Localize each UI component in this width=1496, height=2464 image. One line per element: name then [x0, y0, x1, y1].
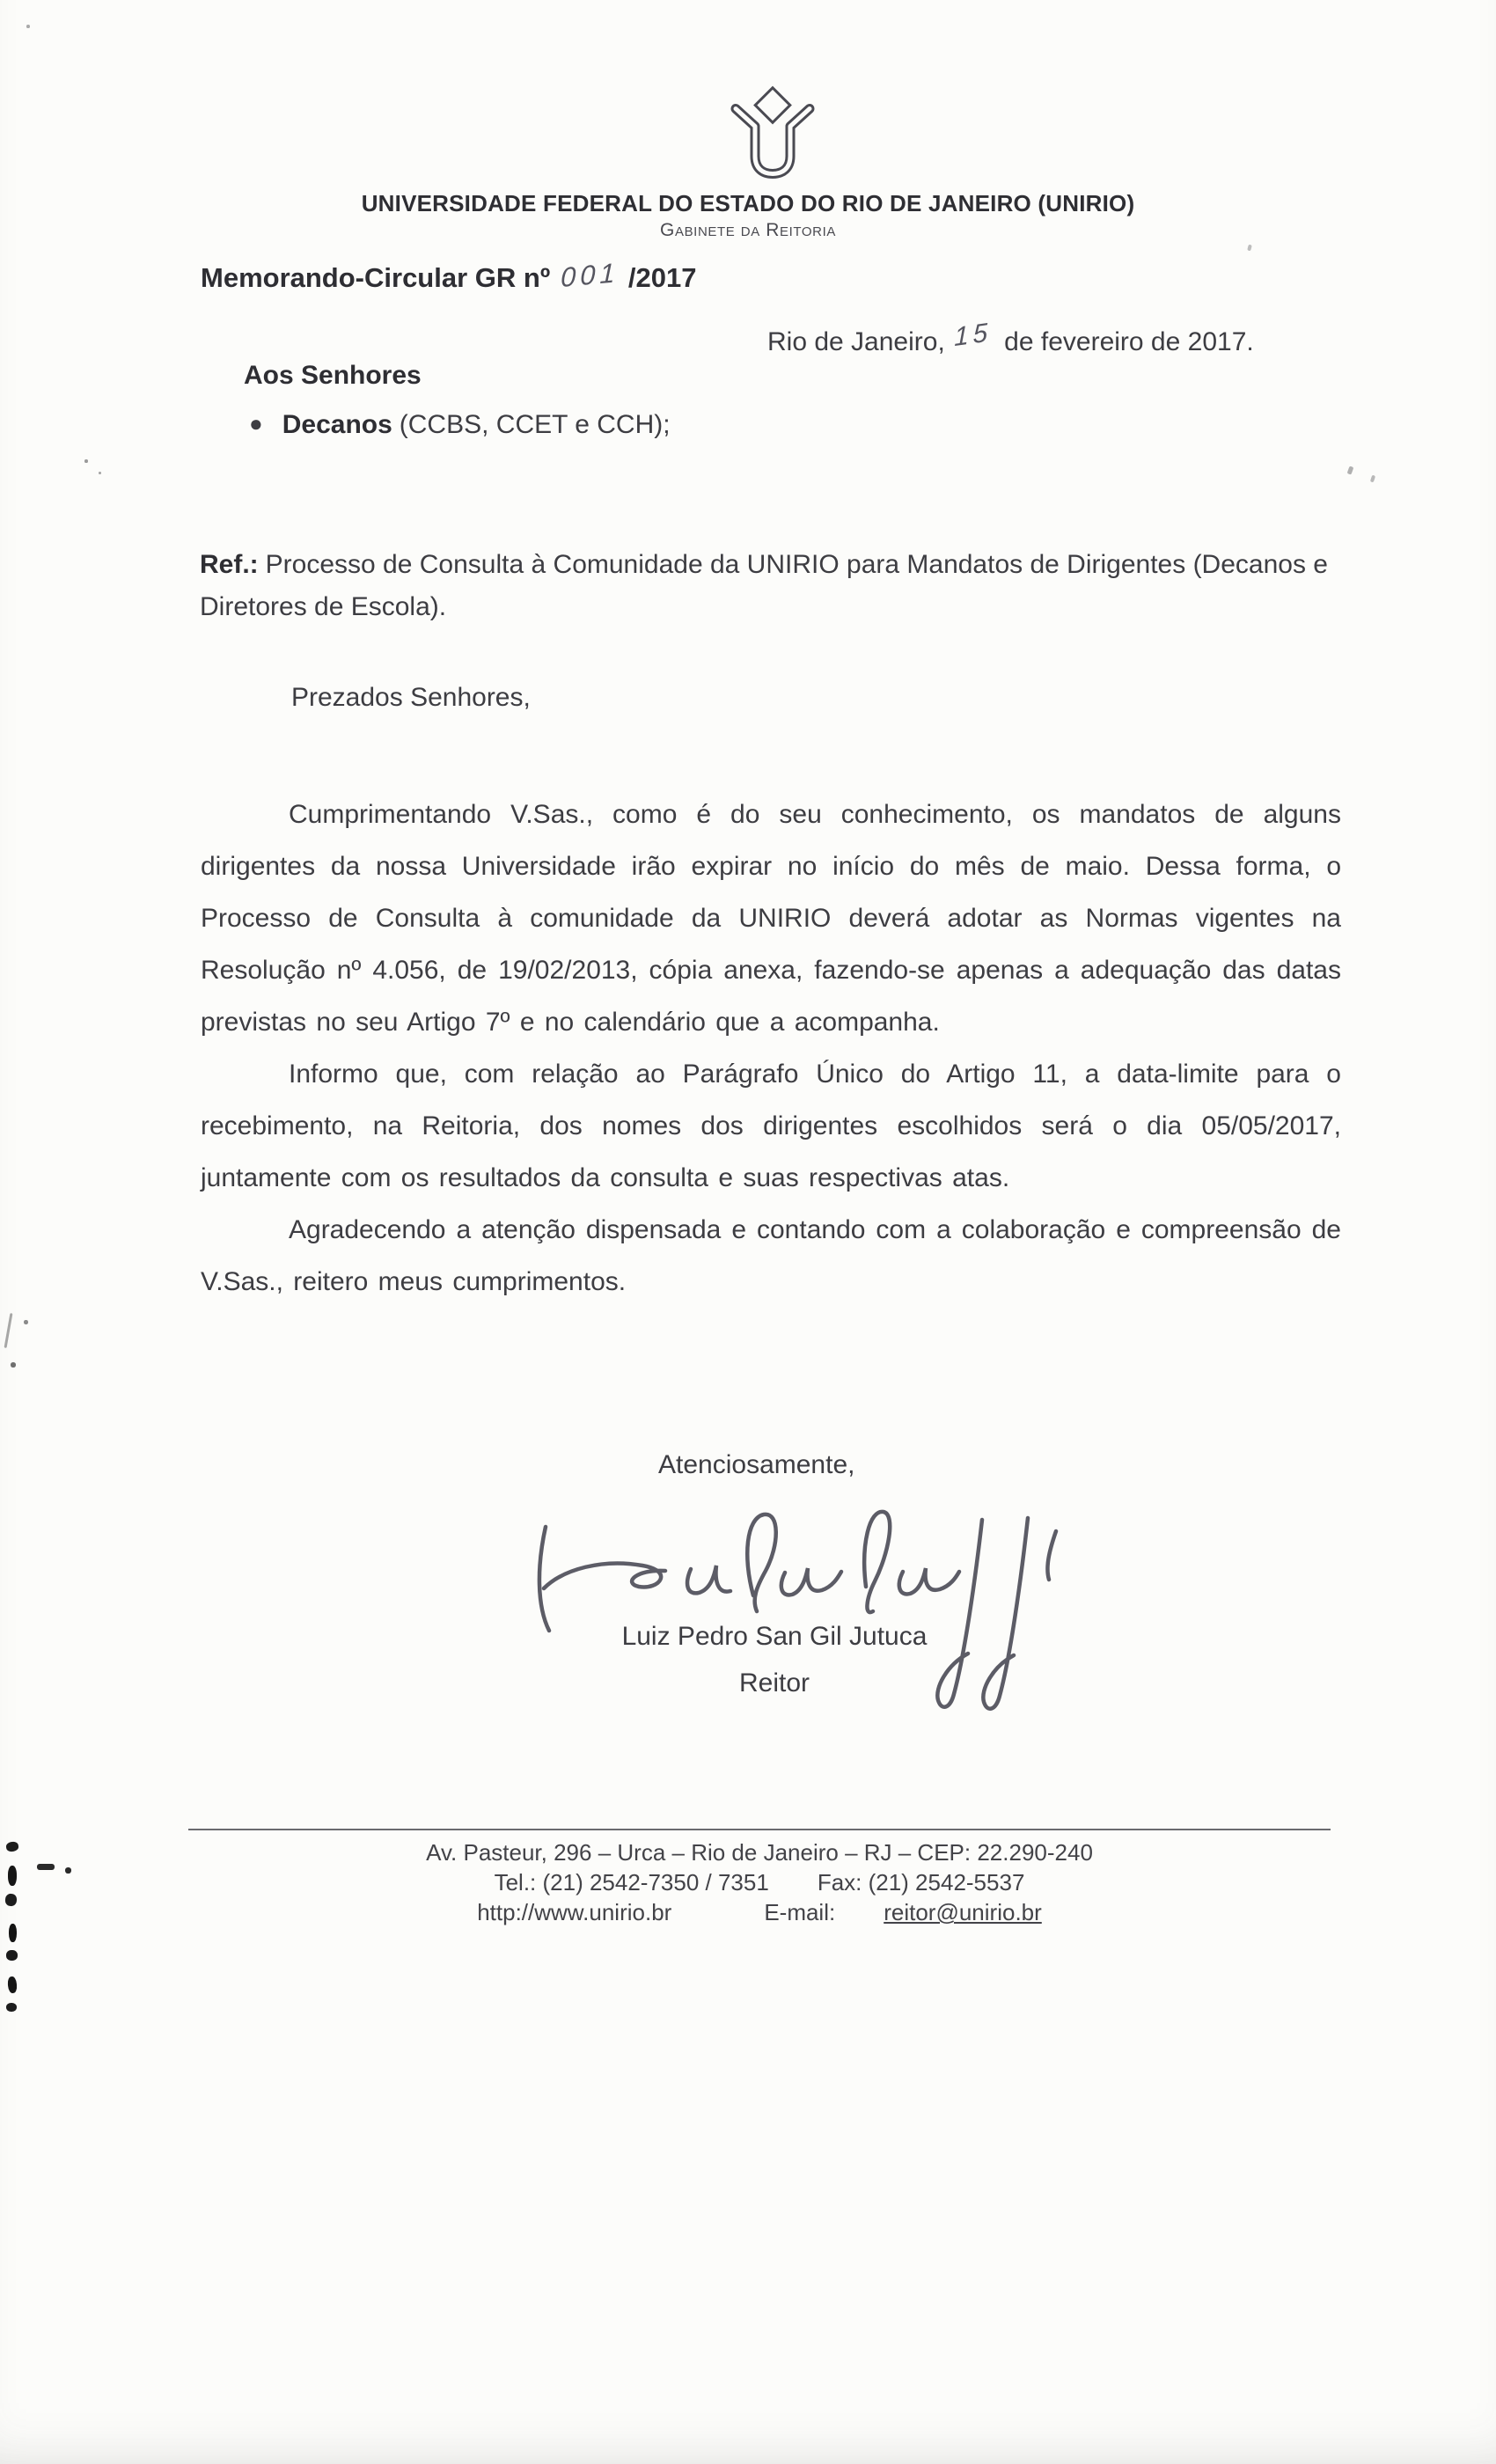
footer-phone: Tel.: (21) 2542-7350 / 7351 [494, 1869, 769, 1896]
recipient-item [249, 410, 671, 440]
dateline [767, 317, 1254, 357]
recipient-detail: (CCBS, CCET e CCH); [399, 410, 671, 439]
footer-email: reitor@unirio.br [884, 1899, 1042, 1925]
university-name: UNIVERSIDADE FEDERAL DO ESTADO DO RIO DE JANEIRO (UNIRIO) [361, 190, 1135, 216]
body-paragraph-1: Cumprimentando V.Sas., como é do seu conhecimento, os mandatos de alguns dirigentes da nossa Universidade irão expirar no início do mês de maio. Dessa forma, o Processo de Consulta à comunidade da UNIRIO deverá adotar as Normas vigentes na Resolução nº 4.056, de 19/02/2013, cópia anexa, fazendo-se apenas a adequação das datas previstas no seu Artigo 7º e no calendário que a acompanha. [201, 800, 1341, 1037]
dateline-rest: de fevereiro de 2017. [1004, 327, 1254, 356]
bullet-icon: ● [249, 410, 263, 436]
memo-number-line [201, 256, 697, 294]
footer-fax: Fax: (21) 2542-5537 [817, 1869, 1025, 1896]
unirio-logo-icon [715, 84, 831, 188]
body-paragraph-2: Informo que, com relação ao Parágrafo Único do Artigo 11, a data-limite para o recebimento, na Reitoria, dos nomes dos dirigentes escolhidos será o dia 05/05/2017, juntamente com os resultados da consulta e suas respectivas atas. [201, 1060, 1341, 1192]
scan-artifact [26, 25, 30, 28]
scan-artifact [99, 472, 101, 474]
scan-artifact [5, 1841, 18, 1852]
valediction: Atenciosamente, [658, 1450, 855, 1479]
salutation: Prezados Senhores, [291, 683, 531, 712]
scan-artifact [4, 1893, 17, 1906]
scan-artifact [1347, 466, 1354, 474]
memo-prefix: Memorando-Circular GR nº [201, 262, 551, 293]
scan-artifact [24, 1320, 28, 1324]
memo-suffix: /2017 [627, 262, 697, 293]
memo-number-handwritten: 001 [560, 256, 620, 293]
body-paragraph-3: Agradecendo a atenção dispensada e contando com a colaboração e compreensão de V.Sas., reitero meus cumprimentos. [201, 1215, 1341, 1296]
footer-address: Av. Pasteur, 296 – Urca – Rio de Janeiro – RJ – CEP: 22.290-240 [426, 1839, 1093, 1866]
footer-email-label: E-mail: [764, 1899, 836, 1925]
scan-artifact [84, 459, 88, 463]
reference-text: Processo de Consulta à Comunidade da UNIRIO para Mandatos de Dirigentes (Decanos e Diretores de Escola). [200, 550, 1328, 621]
letter-body [201, 788, 1341, 1308]
footer-phone-fax [188, 1869, 1331, 1896]
reference-label: Ref.: [200, 550, 259, 579]
signer-name: Luiz Pedro San Gil Jutuca [621, 1622, 928, 1651]
scan-artifact [65, 1867, 71, 1874]
reference-line [200, 544, 1340, 628]
office-name: Gabinete da Reitoria [660, 220, 836, 240]
recipients-heading: Aos Senhores [244, 361, 422, 390]
footer-divider [188, 1829, 1331, 1830]
signer-title: Reitor [738, 1668, 810, 1698]
dateline-city: Rio de Janeiro, [767, 327, 945, 356]
scan-artifact [1370, 475, 1375, 483]
scan-artifact [11, 1362, 16, 1368]
scan-artifact [8, 1866, 17, 1886]
scan-artifact [37, 1864, 55, 1870]
scan-artifact [4, 1313, 13, 1348]
scan-artifact [7, 1976, 18, 1994]
dateline-day-handwritten: 15 [954, 317, 992, 353]
scan-artifact [9, 1924, 17, 1942]
scan-artifact [6, 1950, 18, 1961]
footer-web-line [188, 1899, 1331, 1926]
signature-scribble [510, 1483, 1091, 1738]
scan-artifact [6, 2003, 17, 2012]
recipient-name: Decanos [282, 410, 392, 439]
footer-website: http://www.unirio.br [477, 1899, 672, 1925]
scan-artifact [1247, 245, 1252, 252]
